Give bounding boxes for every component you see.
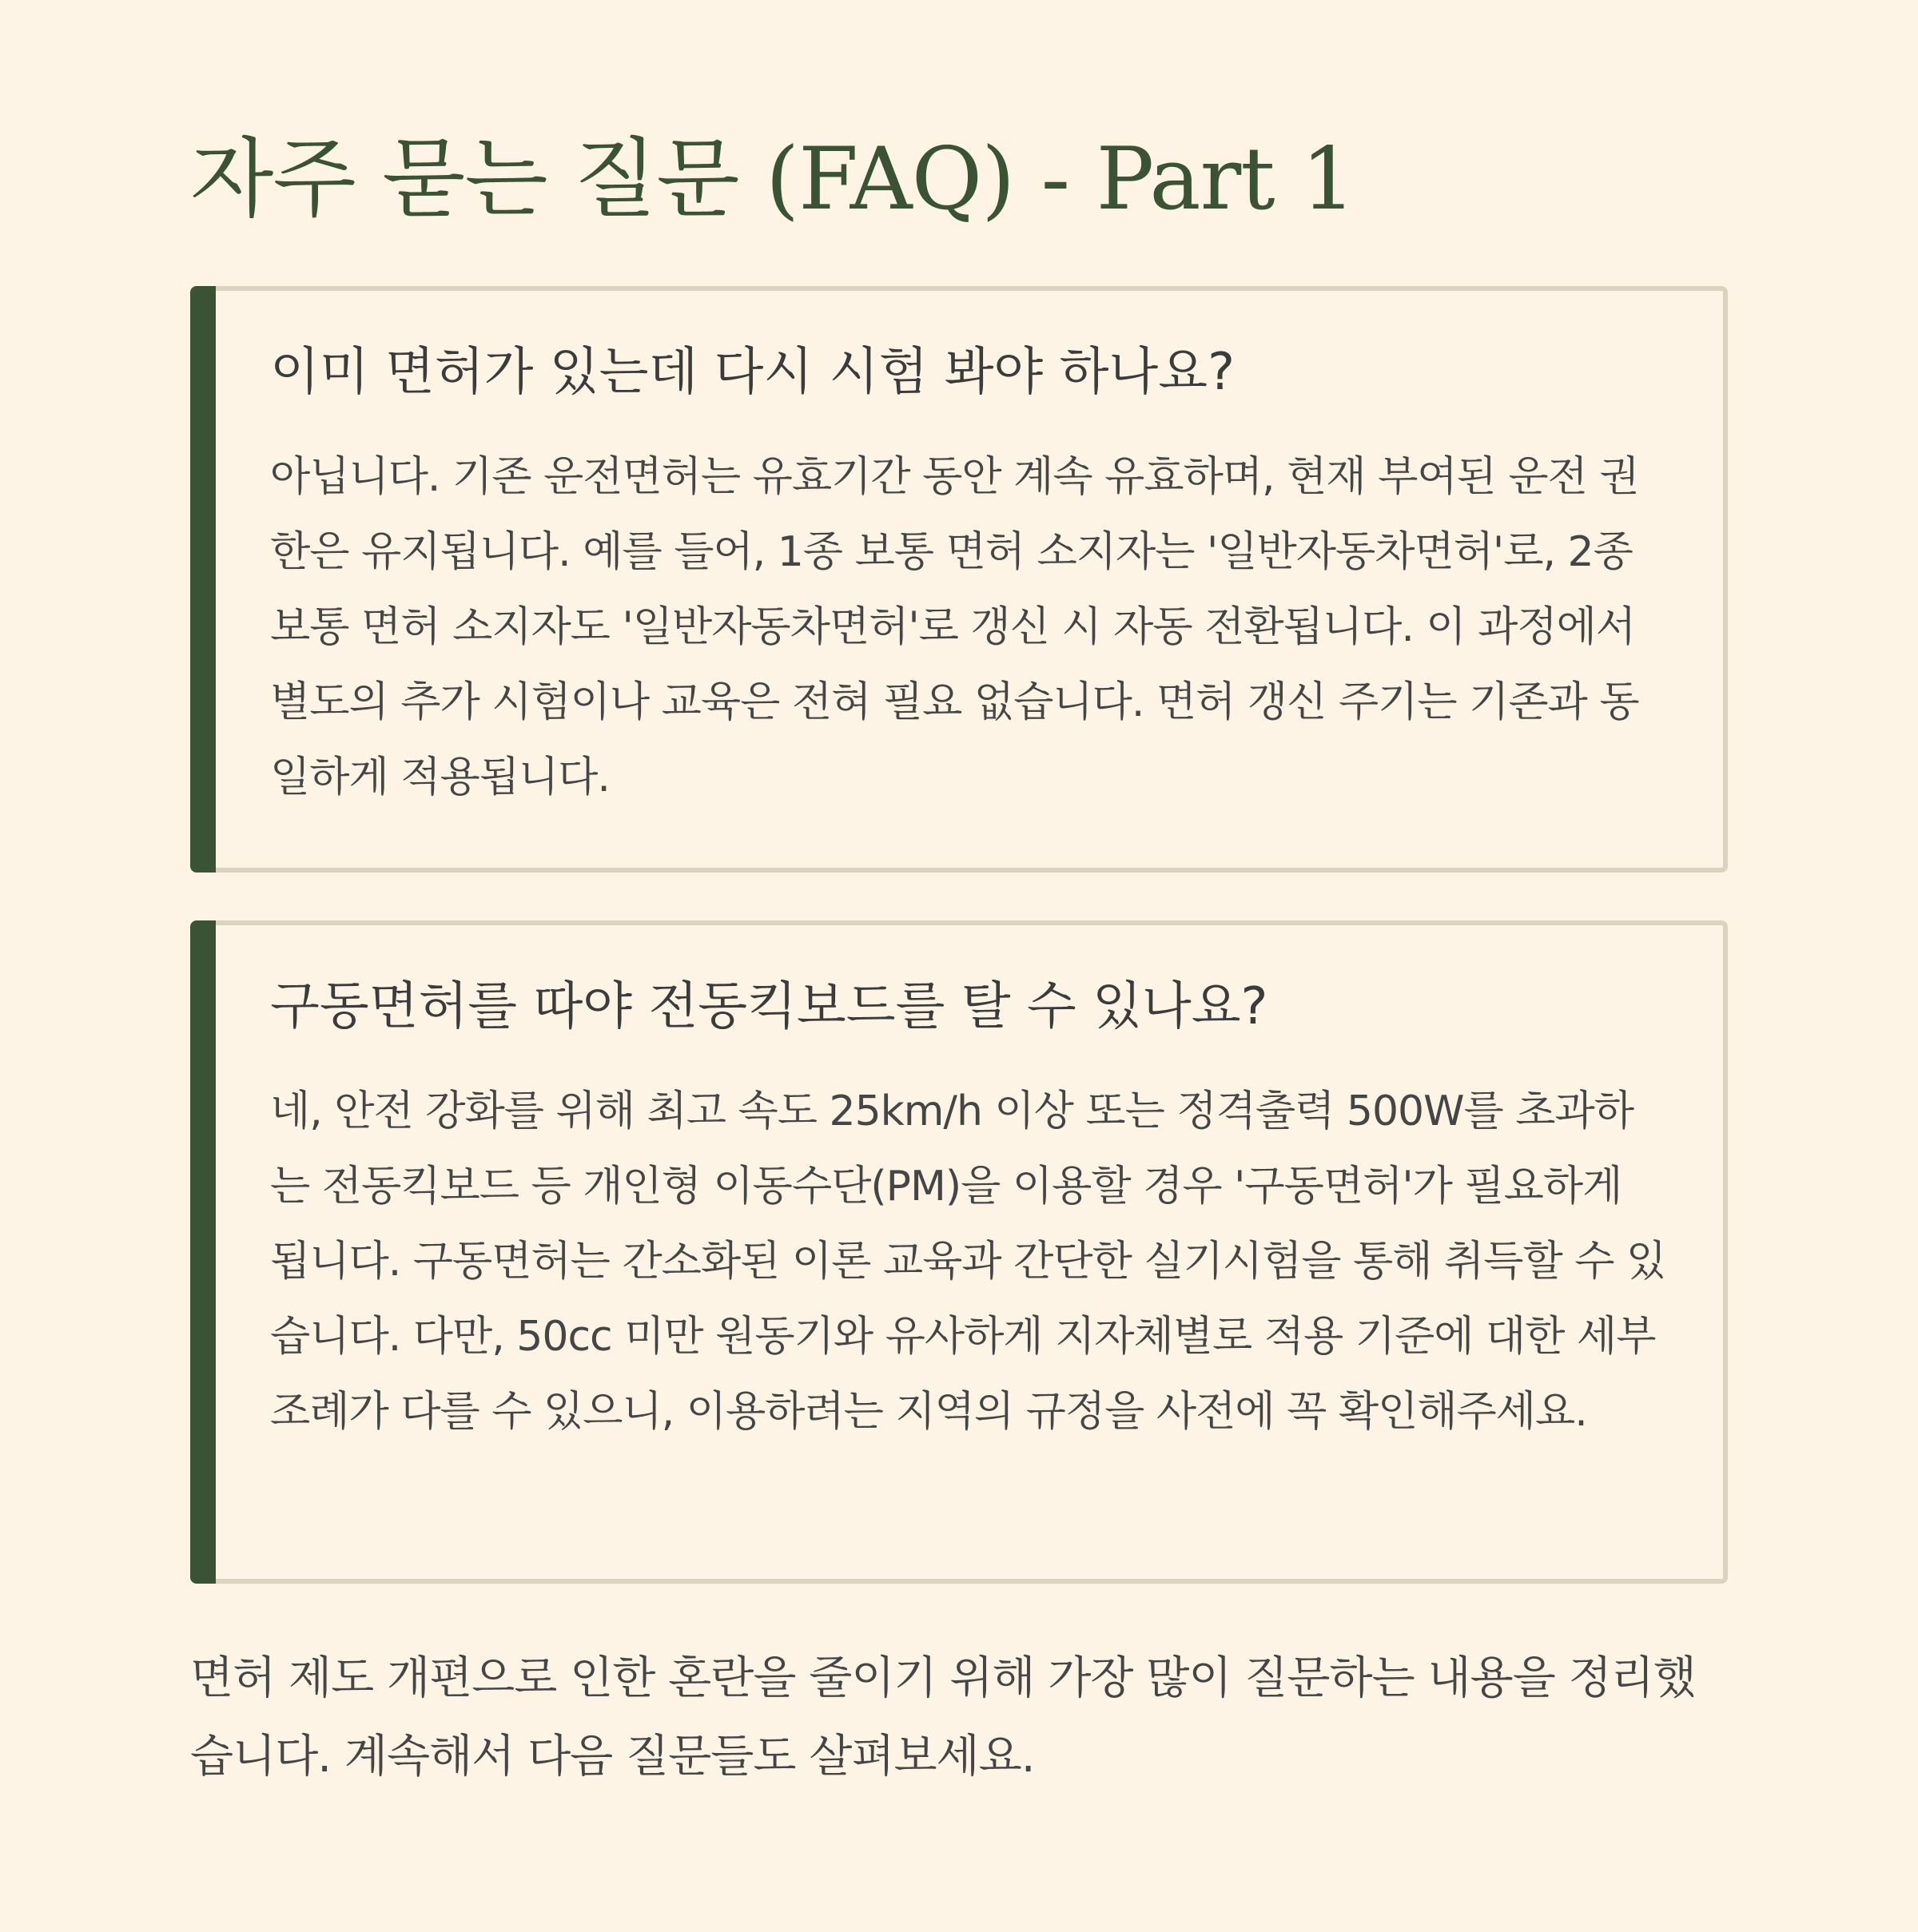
faq-question: 이미 면허가 있는데 다시 시험 봐야 하나요? xyxy=(270,342,1236,402)
faq-card xyxy=(190,286,1728,873)
footer-note: 면허 제도 개편으로 인한 혼란을 줄이기 위해 가장 많이 질문하는 내용을 정리했습니다. 계속해서 다음 질문들도 살펴보세요. xyxy=(190,1652,1696,1783)
faq-answer: 네, 안전 강화를 위해 최고 속도 25km/h 이상 또는 정격출력 500W를 초과하는 전동킥보드 등 개인형 이동수단(PM)을 이용할 경우 '구동면허'가 필요하게 됩니다. 구동면허는 간소화된 이론 교육과 간단한 실기시험을 통해 취득할 수 있습니다. 다만, 50cc 미만 원동기와 유사하게 지자체별로 적용 기준에 대한 세부 조례가 다를 수 있으니, 이용하려는 지역의 규정을 사전에 꼭 확인해주세요. xyxy=(270,1087,1666,1436)
faq-page xyxy=(190,128,1728,1841)
faq-answer: 아닙니다. 기존 운전면허는 유효기간 동안 계속 유효하며, 현재 부여된 운전 권한은 유지됩니다. 예를 들어, 1종 보통 면허 소지자는 '일반자동차면허'로, 2종 보통 면허 소지자도 '일반자동차면허'로 갱신 시 자동 전환됩니다. 이 과정에서 별도의 추가 시험이나 교육은 전혀 필요 없습니다. 면허 갱신 주기는 기존과 동일하게 적용됩니다. xyxy=(270,452,1639,801)
faq-question: 구동면허를 따야 전동킥보드를 탈 수 있나요? xyxy=(270,976,1268,1036)
page-title: 자주 묻는 질문 (FAQ) - Part 1 xyxy=(190,129,1355,229)
faq-card xyxy=(190,920,1728,1584)
